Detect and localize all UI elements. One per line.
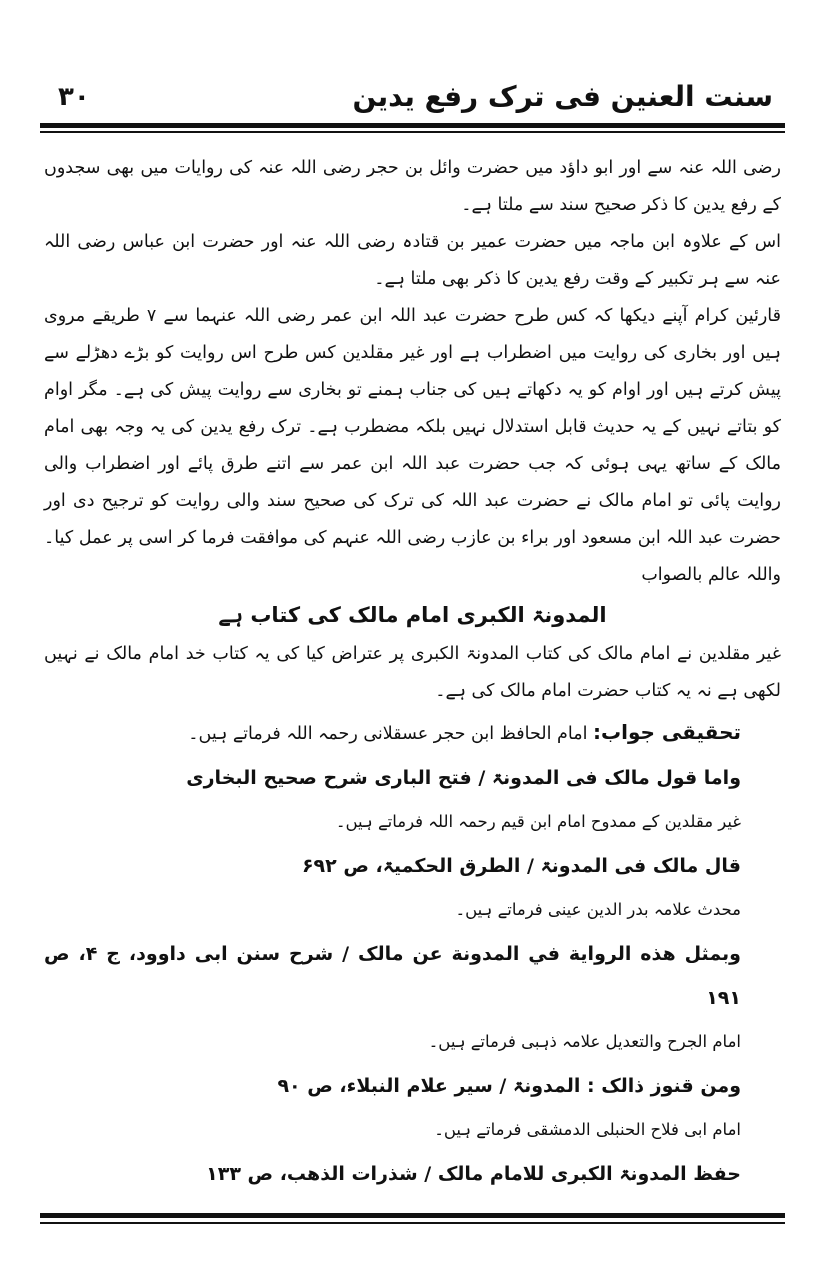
citation-intro: امام الجرح والتعدیل علامہ ذہبی فرماتے ہیں۔ (428, 1032, 741, 1051)
citation-intro: امام ابی فلاح الحنبلی الدمشقی فرماتے ہیں۔ (434, 1120, 741, 1139)
answer-line (44, 710, 741, 756)
paragraph-1: رضی اللہ عنہ سے اور ابو داؤد میں حضرت وائل بن حجر رضی اللہ عنہ کی روایات میں بھی سجدوں کے رفع یدین کا ذکر صحیح سند سے ملتا ہے۔ (44, 158, 781, 215)
paragraph-2: اس کے علاوہ ابن ماجہ میں حضرت عمیر بن قتادہ رضی اللہ عنہ اور حضرت ابن عباس رضی اللہ عنہ سے ہر تکبیر کے وقت رفع یدین کا ذکر بھی ملتا ہے۔ (44, 232, 781, 289)
header-rule-thick (40, 123, 785, 128)
page-number: ۳۰ (58, 82, 90, 112)
citation-quote: ومن قنوز ذالک : المدونۃ / سیر علام النبلاء، ص ۹۰ (277, 1075, 741, 1097)
answer-label: تحقیقی جواب: (593, 720, 741, 744)
header-rule-thin (40, 131, 785, 133)
footer-rule-thin (40, 1222, 785, 1224)
citation-quote: وبمثل هذه الرواية في المدونة عن مالک / شرح سنن ابی داوود، ج ۴، ص ۱۹۱ (44, 943, 741, 1009)
citation-intro: غیر مقلدین کے ممدوح امام ابن قیم رحمہ اللہ فرماتے ہیں۔ (335, 812, 741, 831)
section-heading: المدونۃ الکبری امام مالک کی کتاب ہے (218, 603, 607, 627)
footer-rule-thick (40, 1213, 785, 1218)
citation-intro: محدث علامہ بدر الدین عینی فرماتے ہیں۔ (455, 900, 741, 919)
running-title: سنت العنین فی ترک رفع یدین (352, 80, 773, 113)
citation-quote: قال مالک فی المدونۃ / الطرق الحکمیۃ، ص ۶۹۲ (301, 855, 741, 877)
paragraph-3: قارئین کرام آپنے دیکھا کہ کس طرح حضرت عبد اللہ ابن عمر رضی اللہ عنہما سے ۷ طریقے مروی ہیں اور بخاری کی روایت میں اضطراب ہے اور غیر مقلدین کس طرح اس روایت کو بڑے دھڑلے سے پیش کرتے ہیں اور اوام کو یہ دکھاتے ہیں کی جناب ہمنے تو بخاری سے روایت پیش کی ہے۔ مگر اوام کو بتاتے نہیں کے یہ حدیث قابل استدلال نہیں بلکہ مضطرب ہے۔ ترک رفع یدین کی یہ وجہ بھی امام مالک کے ساتھ یہی ہوئی کہ جب حضرت عبد اللہ ابن عمر سے اتنے طرق پائے اور اضطراب والی روایت پائی تو امام مالک نے حضرت عبد اللہ کی ترک کی صحیح سند والی روایت کو ترجیح دی اور حضرت عبد اللہ ابن مسعود اور براء بن عازب رضی اللہ عنہم کی موافقت فرما کر اسی پر عمل کیا۔ واللہ عالم بالصواب (44, 306, 781, 585)
objection-paragraph: غیر مقلدین نے امام مالک کی کتاب المدونۃ الکبری پر عتراض کیا کی یہ کتاب خد امام مالک نے نہیں لکھی ہے نہ یہ کتاب حضرت امام مالک کی ہے۔ (44, 644, 781, 701)
citation-quote: حفظ المدونۃ الکبری للامام مالک / شذرات الذهب، ص ۱۳۳ (206, 1163, 741, 1185)
answer-text: امام الحافظ ابن حجر عسقلانی رحمہ اللہ فرماتے ہیں۔ (188, 724, 588, 744)
citation-quote: واما قول مالک فی المدونۃ / فتح الباری شرح صحیح البخاری (186, 767, 741, 789)
main-text (44, 150, 781, 1196)
